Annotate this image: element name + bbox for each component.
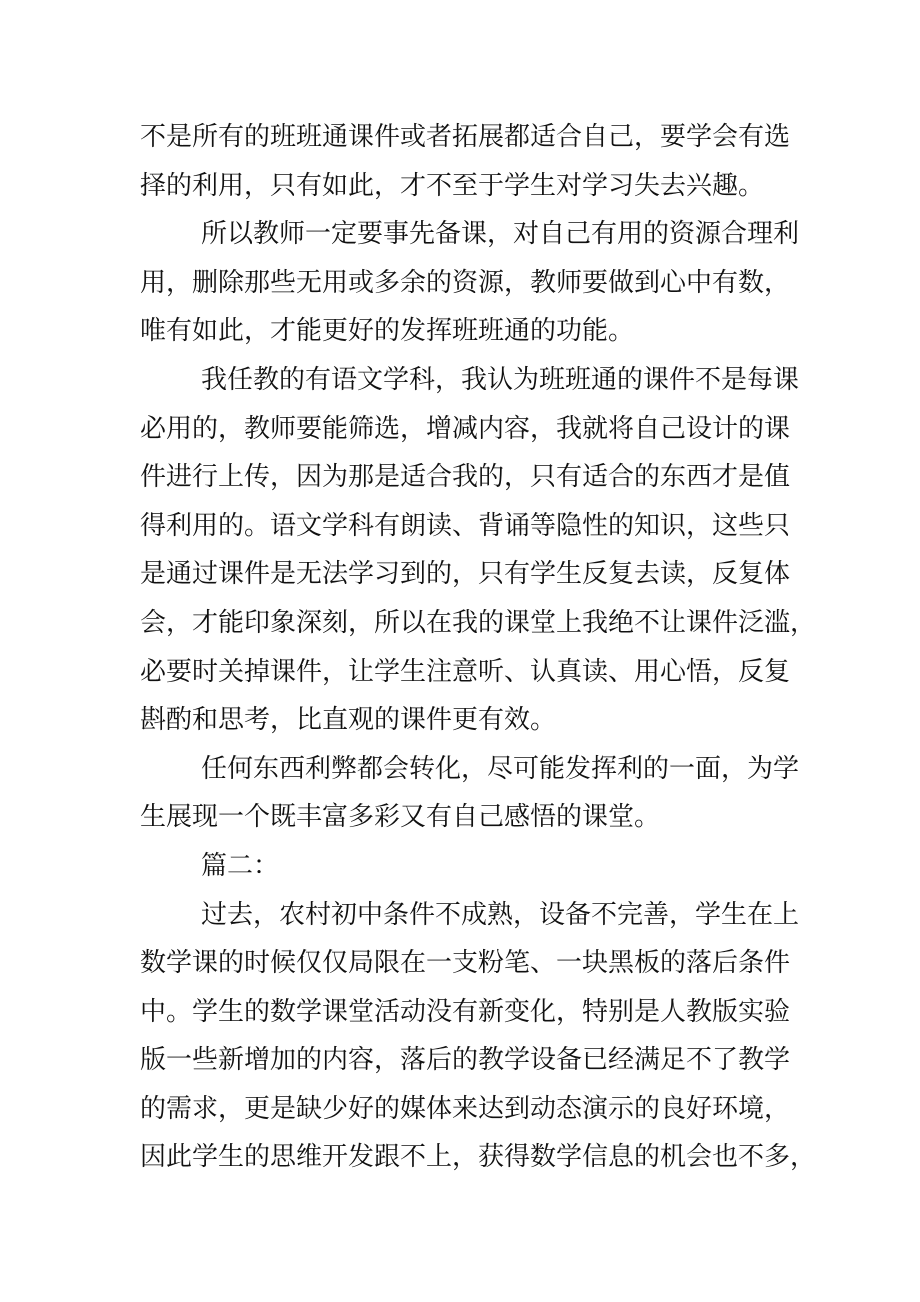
text-line: 用，删除那些无用或多余的资源，教师要做到心中有数， [140,267,791,298]
paragraph-1 [140,113,791,210]
text-line: 中。学生的数学课堂活动没有新变化，特别是人教版实验 [140,996,791,1027]
text-line: 版一些新增加的内容，落后的教学设备已经满足不了教学 [140,1045,791,1076]
text-line: 过去，农村初中条件不成熟，设备不完善，学生在上 [201,899,800,930]
paragraph-3 [140,356,817,745]
text-line: 是通过课件是无法学习到的，只有学生反复去读，反复体 [140,559,791,590]
text-line: 斟酌和思考，比直观的课件更有效。 [140,705,557,736]
text-line: 任何东西利弊都会转化，尽可能发挥利的一面，为学 [201,753,800,784]
text-line: 不是所有的班班通课件或者拓展都适合自己，要学会有选 [140,122,791,152]
section-heading [140,842,780,891]
section-heading-text: 篇二： [201,850,280,881]
text-line: 因此学生的思维开发跟不上，获得数学信息的机会也不多， [140,1142,817,1173]
text-line: 唯有如此，才能更好的发挥班班通的功能。 [140,316,635,347]
paragraph-4 [140,745,800,842]
document-body [140,113,817,1182]
text-line: 所以教师一定要事先备课，对自己有用的资源合理利 [201,219,800,250]
text-line: 件进行上传，因为那是适合我的，只有适合的东西才是值 [140,462,791,493]
text-line: 得利用的。语文学科有朗读、背诵等隐性的知识，这些只 [140,510,791,541]
text-line: 必用的，教师要能筛选，增减内容，我就将自己设计的课 [140,413,791,444]
text-line: 数学课的时候仅仅局限在一支粉笔、一块黑板的落后条件 [140,948,791,979]
paragraph-2 [140,210,800,356]
text-line: 择的利用，只有如此，才不至于学生对学习失去兴趣。 [140,170,765,201]
text-line: 会，才能印象深刻，所以在我的课堂上我绝不让课件泛滥， [140,607,817,638]
text-line: 生展现一个既丰富多彩又有自己感悟的课堂。 [140,802,661,833]
paragraph-6 [140,891,817,1183]
text-line: 必要时关掉课件，让学生注意听、认真读、用心悟，反复 [140,656,791,687]
text-line: 我任教的有语文学科，我认为班班通的课件不是每课 [201,364,800,395]
text-line: 的需求，更是缺少好的媒体来达到动态演示的良好环境， [140,1093,791,1124]
